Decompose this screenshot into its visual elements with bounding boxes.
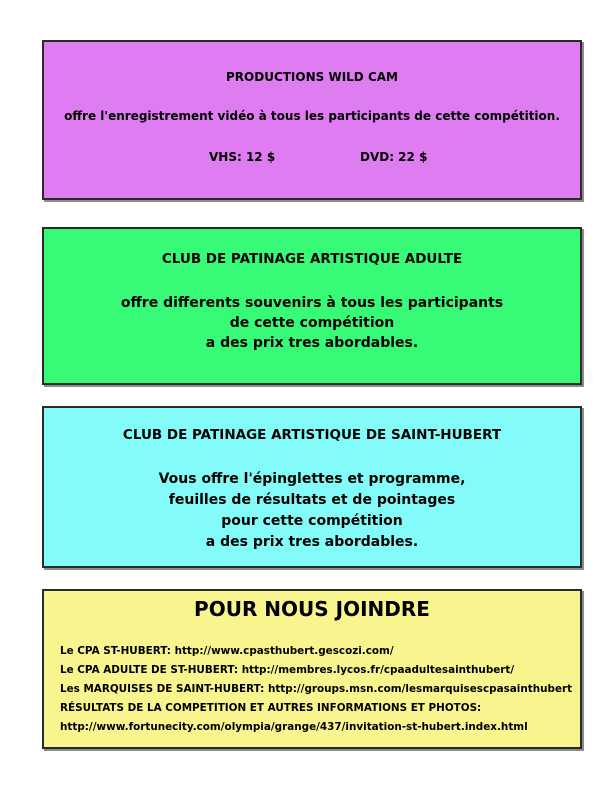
sthubert-club-title: CLUB DE PATINAGE ARTISTIQUE DE SAINT-HUBERT [122, 427, 502, 443]
dvd-price: DVD: 22 $ [360, 150, 428, 164]
wildcam-box [42, 40, 582, 200]
sthubert-club-line: Vous offre l'épinglettes et programme, [158, 471, 466, 487]
sthubert-club-line: pour cette compétition [221, 513, 403, 529]
contact-link-cpa-adulte[interactable]: Le CPA ADULTE DE ST-HUBERT: http://membres.lycos.fr/cpaadultesainthubert/ [60, 664, 515, 676]
adult-club-line: de cette compétition [229, 315, 395, 331]
contact-results-heading: RÉSULTATS DE LA COMPETITION ET AUTRES INFORMATIONS ET PHOTOS: [60, 702, 482, 714]
contact-link-marquises[interactable]: Les MARQUISES DE SAINT-HUBERT: http://groups.msn.com/lesmarquisescpasainthubert [60, 683, 573, 695]
adult-club-line: offre differents souvenirs à tous les participants [120, 295, 504, 311]
sthubert-club-line: a des prix tres abordables. [205, 534, 419, 550]
contact-links [60, 642, 574, 737]
sthubert-club-line: feuilles de résultats et de pointages [168, 492, 456, 508]
adult-club-line: a des prix tres abordables. [205, 335, 419, 351]
sthubert-club-box [42, 406, 582, 568]
adult-club-text [44, 293, 580, 353]
contact-title: POUR NOUS JOINDRE [194, 597, 430, 621]
contact-link-results[interactable]: http://www.fortunecity.com/olympia/grange/437/invitation-st-hubert.index.html [60, 721, 528, 733]
wildcam-offer-text: offre l'enregistrement vidéo à tous les participants de cette compétition. [64, 109, 560, 123]
wildcam-title: PRODUCTIONS WILD CAM [226, 70, 398, 84]
adult-club-title: CLUB DE PATINAGE ARTISTIQUE ADULTE [161, 251, 463, 267]
adult-club-box [42, 227, 582, 385]
sthubert-club-text [44, 469, 580, 553]
contact-box [42, 589, 582, 749]
contact-link-cpa-sthubert[interactable]: Le CPA ST-HUBERT: http://www.cpasthubert.gescozi.com/ [60, 645, 394, 657]
wildcam-prices [44, 150, 580, 164]
vhs-price: VHS: 12 $ [209, 150, 276, 164]
